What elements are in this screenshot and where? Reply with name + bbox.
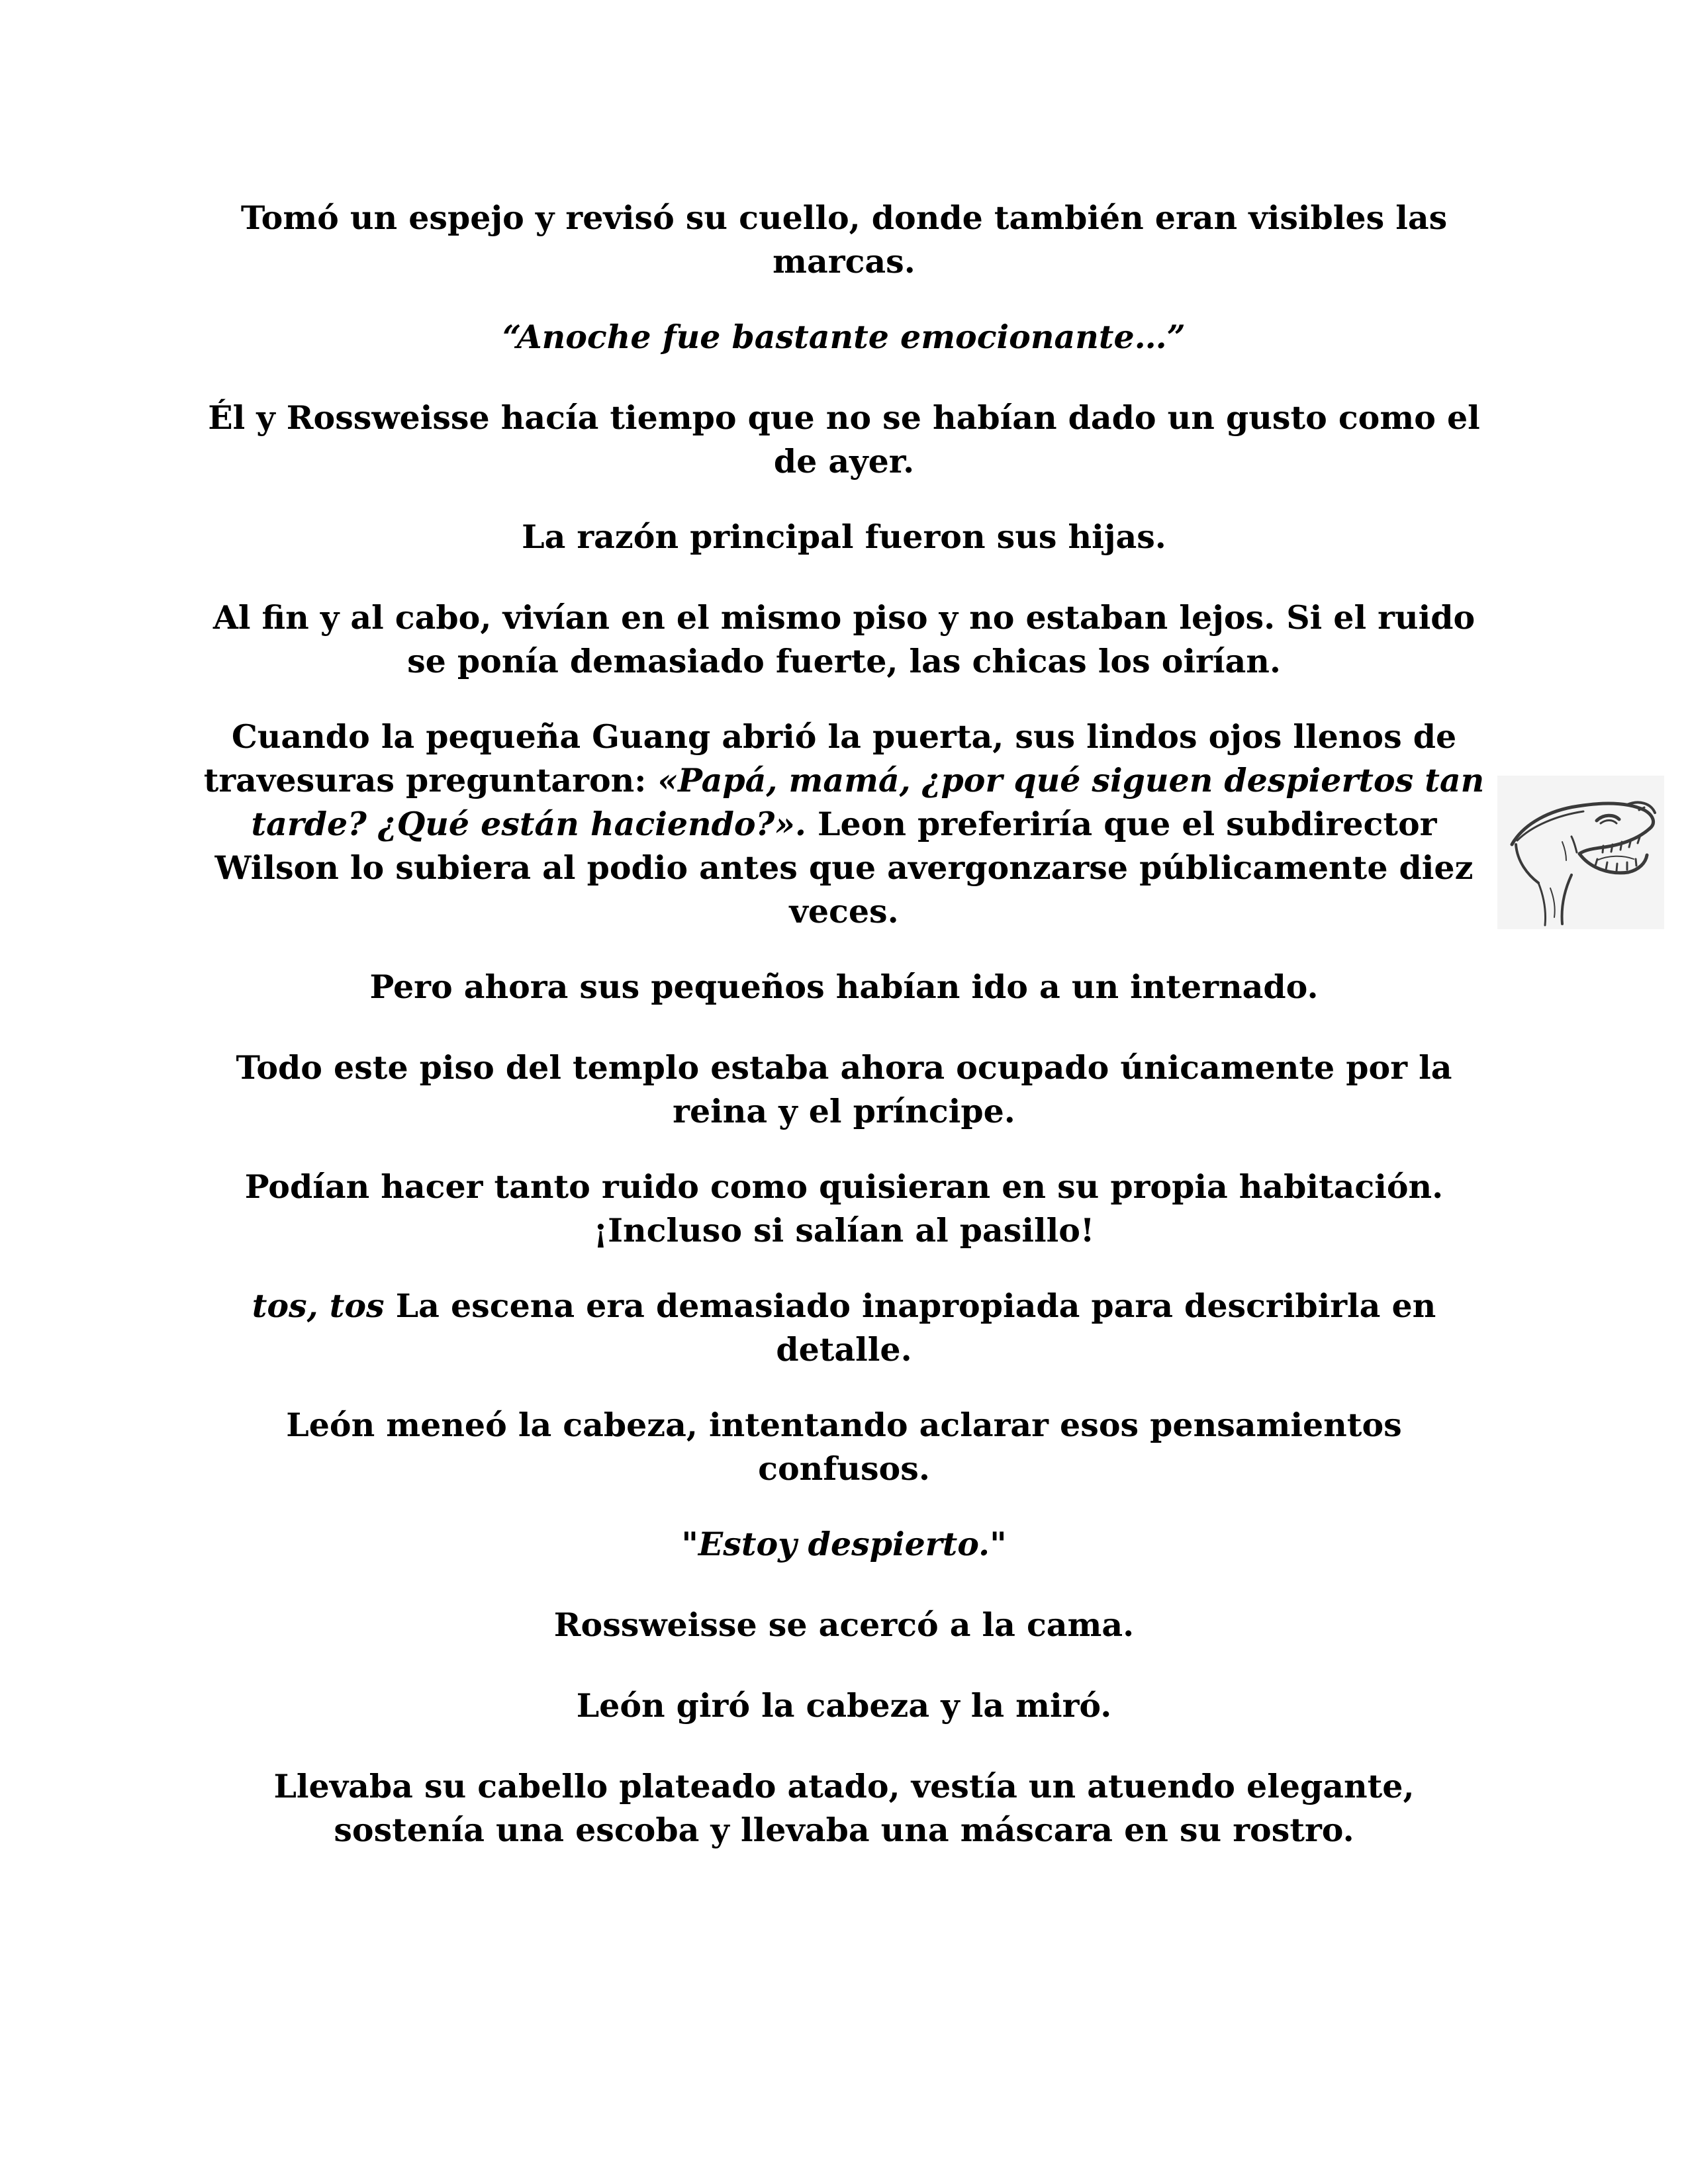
paragraph-rossweisse: Él y Rossweisse hacía tiempo que no se habían dado un gusto como el de ayer. (208, 398, 1480, 480)
document-page (199, 196, 1489, 1884)
paragraph-cough (199, 1284, 1489, 1371)
cough-sound: tos, tos (252, 1287, 385, 1325)
paragraph-cough-after: La escena era demasiado inapropiada para describirla en detalle. (384, 1287, 1436, 1369)
paragraph-mirror: Tomó un espejo y revisó su cuello, donde también eran visibles las marcas. (240, 199, 1448, 281)
paragraph-noise: Podían hacer tanto ruido como quisieran en su propia habitación. ¡Incluso si salían al pasillo! (244, 1167, 1444, 1250)
paragraph-thought: “Anoche fue bastante emocionante…” (502, 318, 1186, 356)
paragraph-temple-floor: Todo este piso del templo estaba ahora ocupado únicamente por la reina y el príncipe. (236, 1048, 1452, 1130)
paragraph-turn-head: León giró la cabeza y la miró. (576, 1686, 1112, 1725)
paragraph-awake: "Estoy despierto." (681, 1525, 1007, 1563)
paragraph-same-floor: Al fin y al cabo, vivían en el mismo piso y no estaban lejos. Si el ruido se ponía demasiado fuerte, las chicas los oirían. (212, 598, 1476, 680)
paragraph-shake-head: León meneó la cabeza, intentando aclarar esos pensamientos confusos. (286, 1406, 1402, 1488)
paragraph-approach: Rossweisse se acercó a la cama. (553, 1606, 1135, 1644)
guang-question-quote: «Papá, mamá, ¿por qué siguen despiertos tan tarde? ¿Qué están haciendo?». (251, 761, 1485, 843)
paragraph-guang-after: Leon preferiría que el subdirector Wilson lo subiera al podio antes que avergonzarse públicamente diez veces. (214, 805, 1474, 931)
paragraph-outfit: Llevaba su cabello plateado atado, vestía un atuendo elegante, sostenía una escoba y llevaba una máscara en su rostro. (273, 1767, 1415, 1849)
paragraph-boarding-school: Pero ahora sus pequeños habían ido a un internado. (369, 968, 1319, 1006)
paragraph-guang (199, 715, 1489, 933)
dinosaur-head-icon (1497, 776, 1664, 929)
paragraph-reason: La razón principal fueron sus hijas. (522, 518, 1166, 556)
paragraph-guang-before: Cuando la pequeña Guang abrió la puerta, sus lindos ojos llenos de travesuras preguntaron: (203, 717, 1457, 799)
